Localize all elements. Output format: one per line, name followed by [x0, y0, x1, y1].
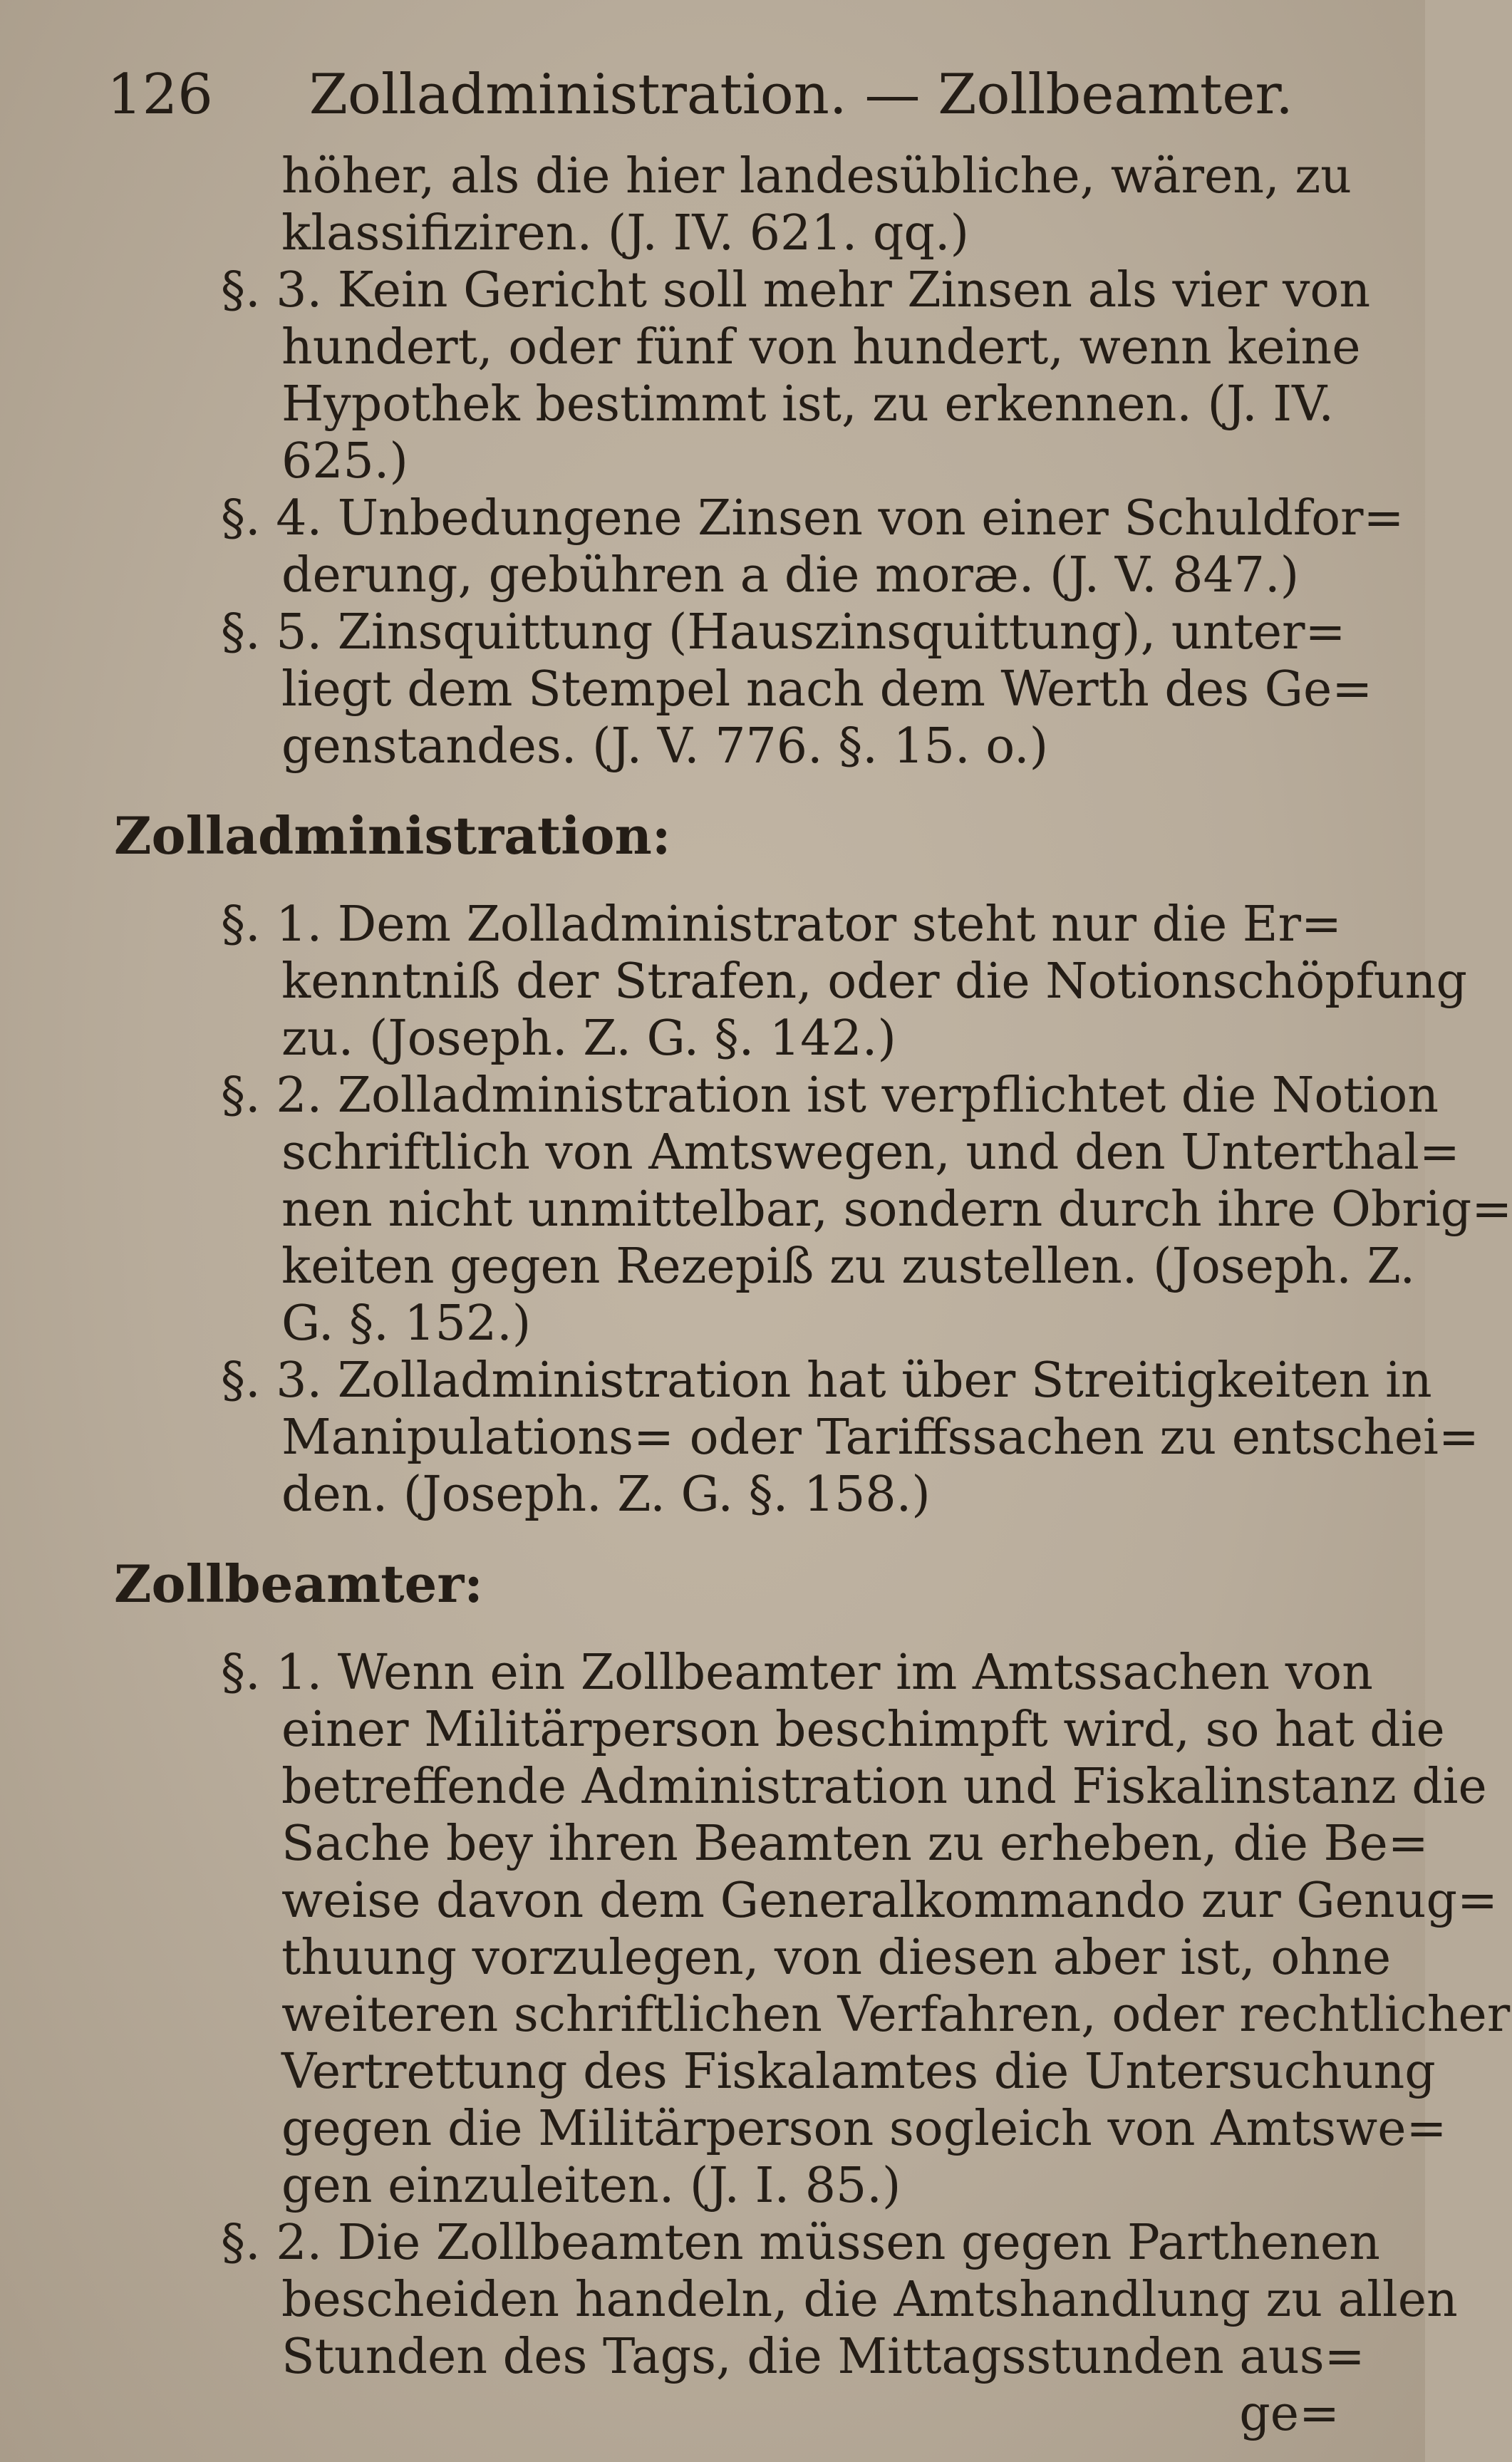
text-line: gegen die Militärperson sogleich von Amtswe=	[281, 2101, 1447, 2157]
text-line: §. 2. Die Zollbeamten müssen gegen Parthenen	[221, 2215, 1380, 2271]
catchword: ge=	[1239, 2386, 1340, 2442]
text-line: klassifiziren. (J. IV. 621. qq.)	[281, 205, 970, 262]
spacer	[114, 1616, 1347, 1645]
text-line: G. §. 152.)	[281, 1295, 532, 1352]
text-line: §. 3. Kein Gericht soll mehr Zinsen als vier von	[221, 262, 1371, 319]
text-line: thuung vorzulegen, von diesen aber ist, ohne	[281, 1930, 1392, 1986]
text-line: liegt dem Stempel nach dem Werth des Ge=	[281, 661, 1373, 718]
text-line: genstandes. (J. V. 776. §. 15. o.)	[281, 718, 1049, 775]
running-header	[107, 63, 1293, 127]
text-line: betreffende Administration und Fiskalinstanz die	[281, 1759, 1487, 1815]
text-line: 625.)	[281, 433, 408, 490]
text-line: §. 2. Zolladministration ist verpflichtet die Notion	[221, 1067, 1439, 1124]
text-line: hundert, oder fünf von hundert, wenn keine	[281, 319, 1361, 376]
text-line: §. 4. Unbedungene Zinsen von einer Schuldfor=	[221, 490, 1404, 547]
page-number: 126	[107, 63, 213, 127]
text-line: schriftlich von Amtswegen, und den Unterthal=	[281, 1124, 1460, 1181]
text-line: keiten gegen Rezepiß zu zustellen. (Joseph. Z.	[281, 1238, 1416, 1295]
spacer	[114, 868, 1347, 896]
page-body	[114, 148, 1512, 2443]
text-line: einer Militärperson beschimpft wird, so hat die	[281, 1702, 1445, 1758]
text-line: bescheiden handeln, die Amtshandlung zu allen	[281, 2272, 1458, 2328]
section-heading: Zolladministration:	[114, 805, 671, 866]
text-line: zu. (Joseph. Z. G. §. 142.)	[281, 1010, 896, 1067]
text-line: Hypothek bestimmt ist, zu erkennen. (J. IV.	[281, 376, 1334, 433]
spacer	[114, 775, 1347, 804]
running-title: Zolladministration. — Zollbeamter.	[309, 63, 1293, 127]
spacer	[114, 1524, 1347, 1552]
text-line: Manipulations= oder Tariffssachen zu entschei=	[281, 1410, 1479, 1466]
text-line: §. 5. Zinsquittung (Hauszinsquittung), unter=	[221, 604, 1346, 661]
text-line: Stunden des Tags, die Mittagsstunden aus=	[281, 2329, 1365, 2385]
text-line: derung, gebühren a die moræ. (J. V. 847.)	[281, 547, 1300, 604]
section-heading: Zollbeamter:	[114, 1553, 483, 1614]
text-line: §. 1. Dem Zolladministrator steht nur die Er=	[221, 896, 1342, 953]
text-line: Vertrettung des Fiskalamtes die Untersuchung	[281, 2044, 1436, 2100]
text-line: §. 3. Zolladministration hat über Streitigkeiten in	[221, 1352, 1432, 1409]
text-line: §. 1. Wenn ein Zollbeamter im Amtssachen von	[221, 1645, 1373, 1701]
text-line: den. (Joseph. Z. G. §. 158.)	[281, 1467, 931, 1523]
text-line: kenntniß der Strafen, oder die Notionschöpfung	[281, 953, 1467, 1010]
text-line: Sache bey ihren Beamten zu erheben, die Be=	[281, 1816, 1429, 1872]
text-line: höher, als die hier landesübliche, wären, zu	[281, 148, 1352, 205]
text-line: weise davon dem Generalkommando zur Genug=	[281, 1873, 1498, 1929]
text-line: nen nicht unmittelbar, sondern durch ihre Obrig=	[281, 1181, 1512, 1238]
text-line: gen einzuleiten. (J. I. 85.)	[281, 2158, 901, 2214]
text-line: weiteren schriftlichen Verfahren, oder rechtlicher	[281, 1987, 1511, 2043]
